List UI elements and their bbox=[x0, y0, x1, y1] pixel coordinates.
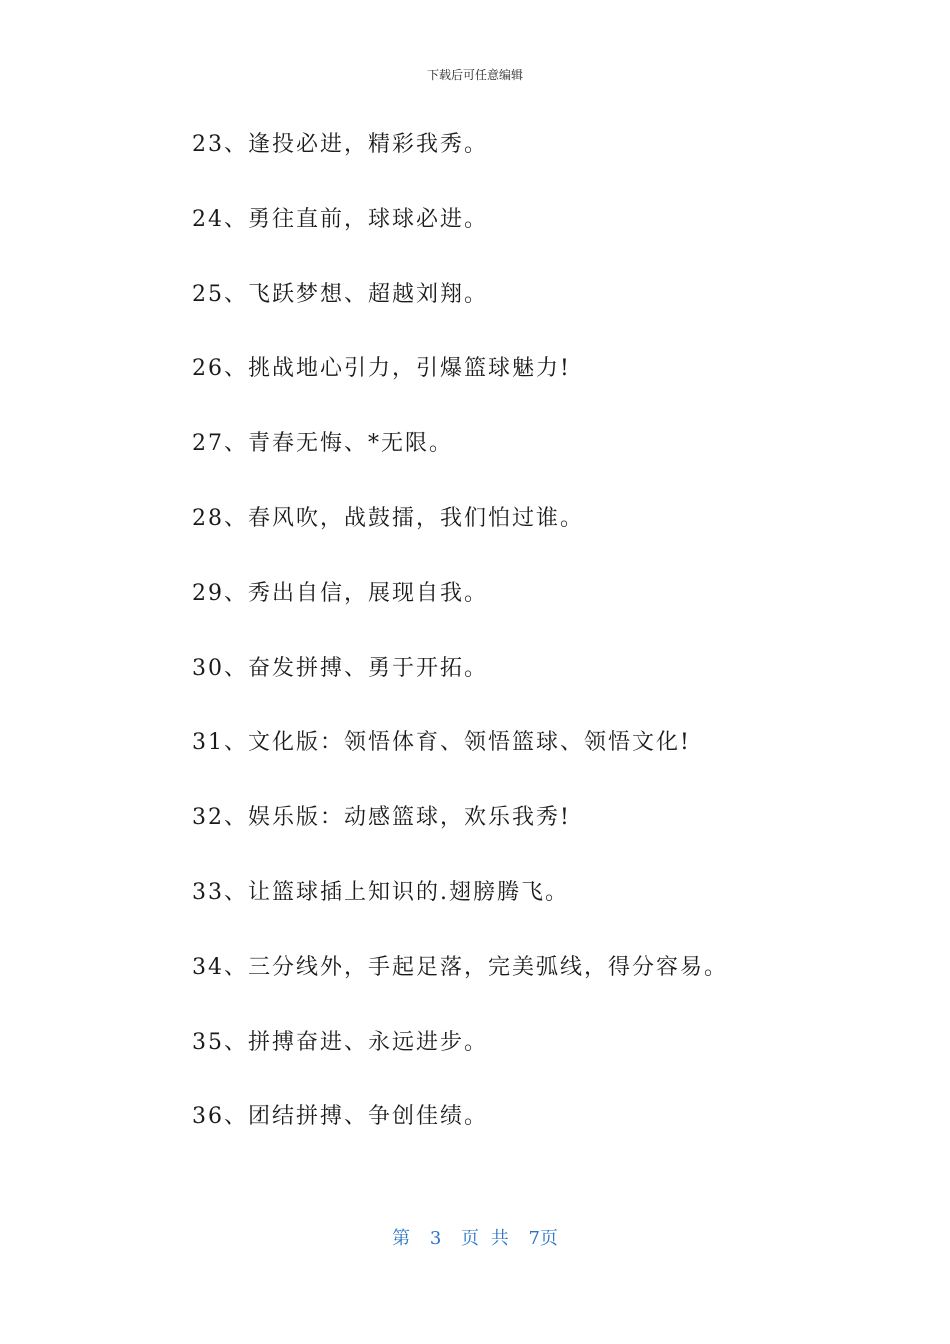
slogan-list bbox=[192, 128, 728, 1175]
list-item: 26、挑战地心引力，引爆篮球魅力! bbox=[192, 356, 571, 382]
list-item: 25、飞跃梦想、超越刘翔。 bbox=[192, 281, 488, 307]
header-note: 下载后可任意编辑 bbox=[426, 68, 523, 82]
footer-total-pages: 7页 bbox=[528, 1228, 558, 1249]
list-item: 32、娱乐版：动感篮球，欢乐我秀! bbox=[192, 805, 571, 831]
list-item: 27、青春无悔、*无限。 bbox=[192, 431, 453, 457]
list-item: 33、让篮球插上知识的.翅膀腾飞。 bbox=[192, 879, 569, 905]
list-item: 36、团结拼搏、争创佳绩。 bbox=[192, 1104, 488, 1130]
footer-middle: 页 共 bbox=[461, 1228, 509, 1249]
list-item: 24、勇往直前，球球必进。 bbox=[192, 206, 488, 232]
list-item: 34、三分线外，手起足落，完美弧线，得分容易。 bbox=[192, 954, 728, 980]
list-item: 23、逢投必进，精彩我秀。 bbox=[192, 132, 488, 157]
footer-current-page: 3 bbox=[429, 1228, 442, 1249]
list-item: 28、春风吹，战鼓擂，我们怕过谁。 bbox=[192, 505, 584, 531]
list-item: 31、文化版：领悟体育、领悟篮球、领悟文化! bbox=[192, 730, 691, 756]
list-item: 29、秀出自信，展现自我。 bbox=[192, 580, 488, 606]
page-footer bbox=[0, 1224, 950, 1250]
list-item: 30、奋发拼搏、勇于开拓。 bbox=[192, 655, 488, 681]
footer-prefix: 第 bbox=[392, 1228, 411, 1249]
list-item: 35、拼搏奋进、永远进步。 bbox=[192, 1029, 488, 1055]
